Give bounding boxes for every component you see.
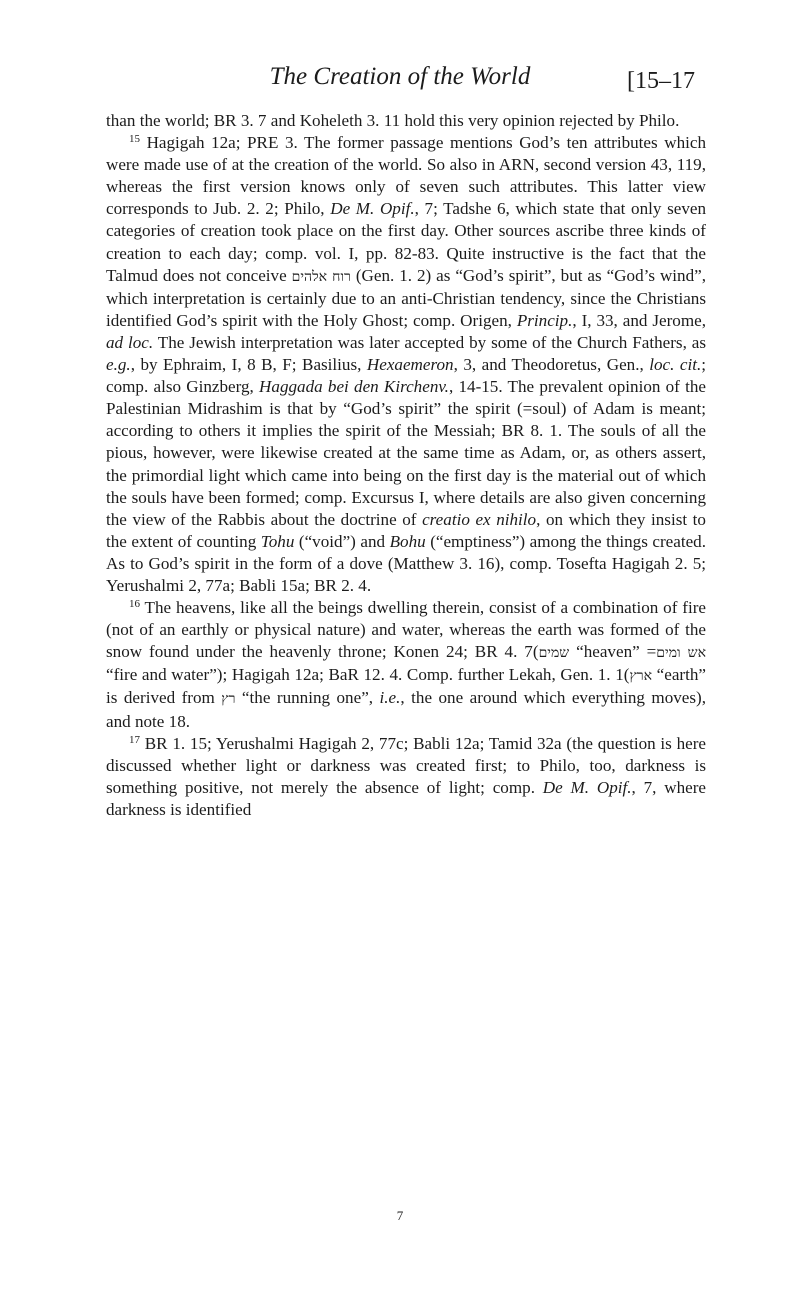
note-number: 15 — [129, 133, 140, 146]
signature-mark: 7 — [396, 1208, 404, 1223]
italic-text: Bohu — [389, 531, 426, 551]
text-run: , on which they insist to the extent of counting — [106, 509, 706, 551]
italic-text: Haggada bei den Kirchenv. — [259, 377, 449, 397]
note-number: 17 — [129, 733, 140, 746]
text-run: , the one around which everything moves), and note 18. — [106, 688, 706, 731]
notes-body — [106, 110, 706, 821]
italic-text: Tohu — [260, 531, 295, 551]
italic-text: creatio ex nihilo — [422, 509, 537, 529]
text-run: , 7; Tadshe 6, which state that only seven categories of creation took place on the first day. Other sources ascribe three kinds of creation to each day; comp. vol. I, pp. 82-83. Quite instructive is the fact that the Talmud does not conceive — [106, 199, 707, 285]
text-run: ; comp. also Ginzberg, — [106, 355, 707, 397]
italic-text: De M. Opif. — [542, 777, 632, 797]
italic-text: i.e. — [379, 688, 401, 708]
running-title: The Creation of the World — [269, 63, 531, 90]
footnote-paragraph — [106, 733, 706, 821]
text-run: “the running one”, — [235, 688, 380, 708]
text-run: “heaven” = — [569, 642, 657, 662]
text-run: , 3, and Theodoretus, Gen., — [453, 355, 650, 375]
text-run: than the world; BR 3. 7 and Koheleth 3. 11 hold this very opinion rejected by Philo. — [106, 111, 680, 130]
hebrew-term: שמים — [538, 645, 570, 662]
text-run: , 14-15. The prevalent opinion of the Palestinian Midrashim is that by “God’s spirit” the spirit (=soul) of Adam is meant; according to others it implies the spirit of the Messiah; BR 8. 1. The souls of all the pious, however, were likewise created at the same time as Adam, or, as others assert, the primordial light which came into being on the first day is the material out of which the souls have been formed; comp. Excursus I, where details are also given concerning the view of the Rabbis about the doctrine of — [106, 377, 706, 529]
italic-text: Princip. — [516, 310, 573, 330]
hebrew-term: אש ומים — [656, 645, 706, 662]
page-header — [0, 62, 800, 102]
text-run: , I, 33, and Jerome, — [572, 310, 706, 330]
text-run: , by Ephraim, I, 8 B, F; Basilius, — [130, 355, 367, 375]
footnote-paragraph — [106, 132, 706, 597]
hebrew-term: ארץ — [629, 668, 653, 685]
text-run: (“emptiness”) among the things created. As to God’s spirit in the form of a dove (Matthew 3. 16), comp. Tosefta Hagigah 2. 5; Yerushalmi 2, 77a; Babli 15a; BR 2. 4. — [106, 531, 707, 595]
text-run: (“void”) and — [294, 531, 390, 551]
italic-text: Hexaemeron — [366, 355, 454, 375]
text-run: The Jewish interpretation was later accepted by some of the Church Fathers, as — [153, 332, 706, 352]
hebrew-term: רוח אלהים — [291, 268, 351, 285]
text-run: “earth” is derived from — [106, 665, 706, 708]
continuation-paragraph — [106, 110, 706, 132]
text-run: BR 1. 15; Yerushalmi Hagigah 2, 77c; Babli 12a; Tamid 32a (the question is here discussed whether light or darkness was created first; to Philo, too, darkness is something positive, not merely the absence of light; comp. — [106, 733, 706, 797]
hebrew-term: רץ — [221, 691, 236, 708]
italic-text: e.g. — [106, 355, 131, 375]
page-range: [15–17 — [627, 68, 695, 94]
italic-text: loc. cit. — [649, 355, 702, 375]
text-run: Hagigah 12a; PRE 3. The former passage mentions God’s ten attributes which were made use of at the creation of the world. So also in ARN, second version 43, 119, whereas the first version knows only of seven such attributes. This latter view corresponds to Jub. 2. 2; Philo, — [106, 133, 707, 219]
footnote-paragraph — [106, 597, 706, 733]
text-run: The heavens, like all the beings dwelling therein, consist of a combination of fire (not of an earthly or physical nature) and water, whereas the earth was formed of the snow found under the heavenly throne; Konen 24; BR 4. 7( — [106, 598, 706, 662]
text-run: , 7, where darkness is identified — [106, 777, 706, 819]
italic-text: De M. Opif. — [330, 199, 415, 219]
text-run: “fire and water”); Hagigah 12a; BaR 12. 4. Comp. further Lekah, Gen. 1. 1( — [106, 665, 630, 685]
text-run: (Gen. 1. 2) as “God’s spirit”, but as “God’s wind”, which interpretation is certainly due to an anti-Christian tendency, since the Christians identified God’s spirit with the Holy Ghost; comp. Origen, — [106, 265, 707, 330]
note-number: 16 — [129, 598, 140, 611]
italic-text: ad loc. — [106, 332, 154, 352]
